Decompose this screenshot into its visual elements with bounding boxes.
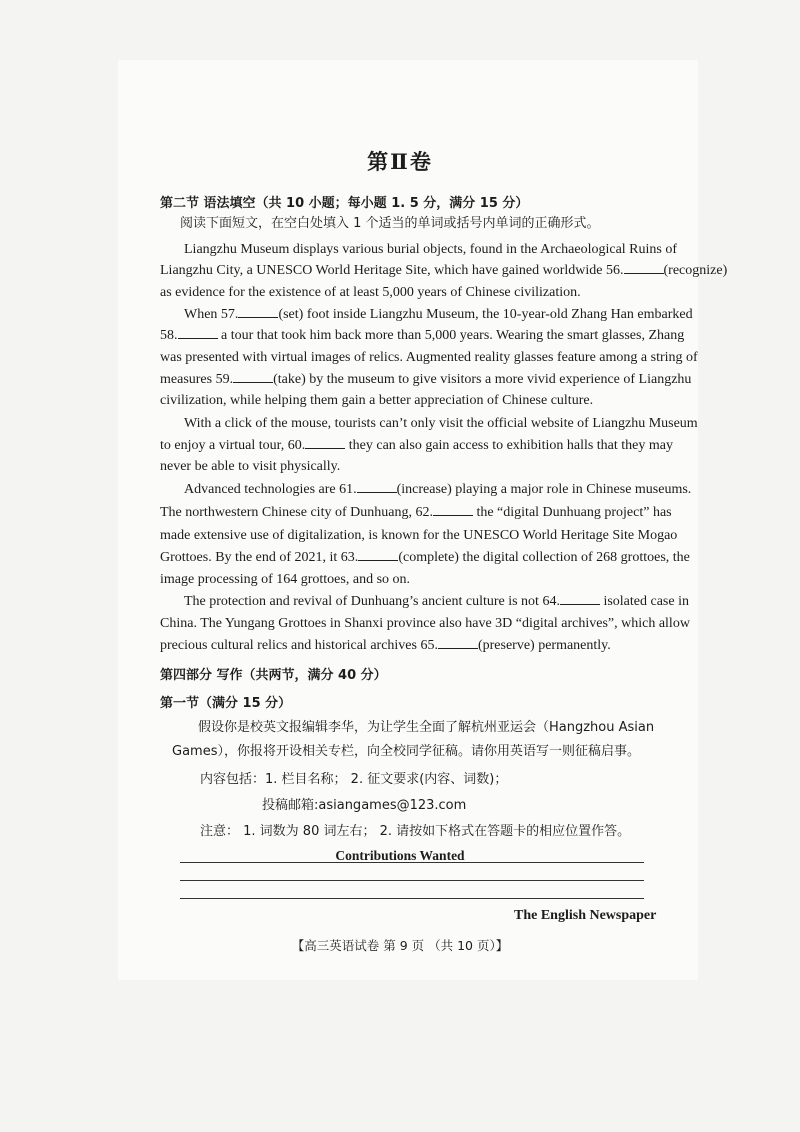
part4-heading: 第四部分 写作（共两节，满分 40 分） xyxy=(160,668,387,683)
answer-line xyxy=(180,898,644,899)
passage-line: Grottoes. By the end of 2021, it 63. (complete) the digital collection of 268 grottoes, the xyxy=(160,550,690,565)
signature: The English Newspaper xyxy=(514,908,657,923)
answer-blank-60 xyxy=(305,436,345,449)
page-footer: 【高三英语试卷 第 9 页 （共 10 页）】 xyxy=(291,938,509,953)
answer-blank-65 xyxy=(438,636,478,649)
volume-title: 第Ⅱ卷 xyxy=(367,150,433,174)
passage-line: to enjoy a virtual tour, 60. they can also gain access to exhibition halls that they may xyxy=(160,438,673,453)
answer-blank-64 xyxy=(560,592,600,605)
answer-blank-56 xyxy=(624,261,664,274)
answer-blank-62 xyxy=(433,503,473,516)
passage-line: civilization, while helping them gain a better appreciation of Chinese culture. xyxy=(160,393,594,408)
passage-line: 58. a tour that took him back more than 5,000 years. Wearing the smart glasses, Zhang xyxy=(160,328,685,343)
writing-prompt-line: 假设你是校英文报编辑李华，为让学生全面了解杭州亚运会（Hangzhou Asian xyxy=(198,720,655,735)
section2-heading: 第二节 语法填空（共 10 小题；每小题 1. 5 分，满分 15 分） xyxy=(160,196,529,211)
writing-prompt-line: Games），你报将开设相关专栏，向全校同学征稿。请你用英语写一则征稿启事。 xyxy=(172,744,640,759)
answer-blank-61 xyxy=(357,480,397,493)
passage-line: measures 59. (take) by the museum to give visitors a more vivid experience of Liangzhu xyxy=(160,372,692,387)
writing-content-list: 内容包括：1. 栏目名称； 2. 征文要求(内容、词数)； xyxy=(200,772,508,787)
answer-blank-57 xyxy=(238,305,278,318)
answer-title: Contributions Wanted xyxy=(335,848,465,863)
answer-blank-63 xyxy=(358,548,398,561)
writing-notes: 注意： 1. 词数为 80 词左右； 2. 请按如下格式在答题卡的相应位置作答。 xyxy=(200,824,631,839)
answer-line xyxy=(180,862,644,863)
passage-line: When 57. (set) foot inside Liangzhu Museum, the 10-year-old Zhang Han embarked xyxy=(184,307,693,322)
passage-line: Liangzhu City, a UNESCO World Heritage Site, which have gained worldwide 56. (recognize) xyxy=(160,263,728,278)
writing-section1-heading: 第一节（满分 15 分） xyxy=(160,696,292,711)
passage-line: Advanced technologies are 61. (increase) playing a major role in Chinese museums. xyxy=(184,482,692,497)
passage-line: never be able to visit physically. xyxy=(160,459,341,474)
passage-line: precious cultural relics and historical archives 65. (preserve) permanently. xyxy=(160,638,611,653)
submission-email: 投稿邮箱:asiangames@123.com xyxy=(262,798,467,813)
passage-line: was presented with virtual images of relics. Augmented reality glasses feature among a string of xyxy=(160,350,698,365)
passage-line: The protection and revival of Dunhuang’s ancient culture is not 64. isolated case in xyxy=(184,594,689,609)
passage-line: made extensive use of digitalization, is known for the UNESCO World Heritage Site Mogao xyxy=(160,528,678,543)
passage-line: Liangzhu Museum displays various burial objects, found in the Archaeological Ruins of xyxy=(184,242,678,257)
passage-line: China. The Yungang Grottoes in Shanxi province also have 3D “digital archives”, which allow xyxy=(160,616,690,631)
answer-line xyxy=(180,880,644,881)
passage-line: The northwestern Chinese city of Dunhuang, 62. the “digital Dunhuang project” has xyxy=(160,505,672,520)
answer-blank-58 xyxy=(178,326,218,339)
passage-line: With a click of the mouse, tourists can’t only visit the official website of Liangzhu Museum xyxy=(184,416,698,431)
section2-instruction: 阅读下面短文，在空白处填入 1 个适当的单词或括号内单词的正确形式。 xyxy=(180,216,600,231)
passage-line: as evidence for the existence of at least 5,000 years of Chinese civilization. xyxy=(160,285,581,300)
passage-line: image processing of 164 grottoes, and so on. xyxy=(160,572,411,587)
answer-blank-59 xyxy=(233,370,273,383)
